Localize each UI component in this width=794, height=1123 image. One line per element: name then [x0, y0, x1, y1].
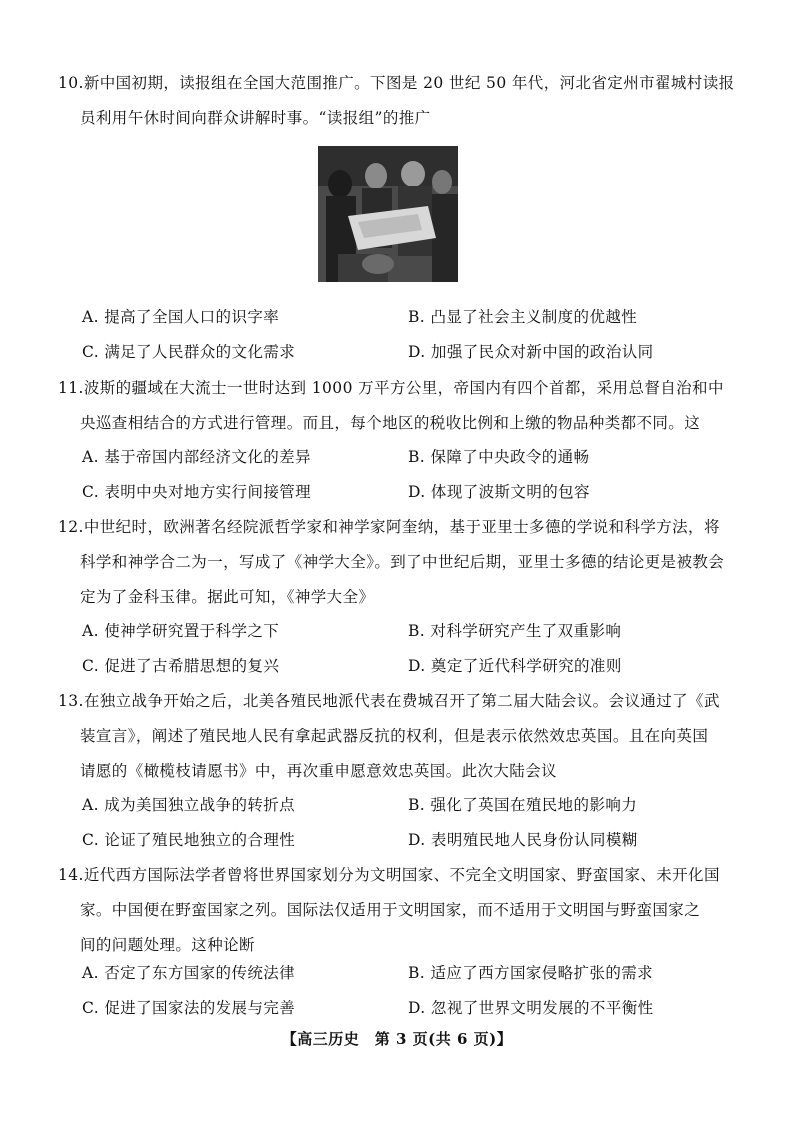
- question-10-options: [82, 300, 722, 370]
- stem-line: 10.新中国初期，读报组在全国大范围推广。下图是 20 世纪 50 年代，河北省定州市翟城村读报: [58, 74, 735, 92]
- option-a[interactable]: A. 基于帝国内部经济文化的差异: [82, 448, 311, 466]
- option-b[interactable]: B. 对科学研究产生了双重影响: [408, 622, 622, 640]
- photo-illustration: [318, 146, 458, 282]
- option-row: [82, 300, 722, 335]
- option-d[interactable]: D. 忽视了世界文明发展的不平衡性: [408, 999, 654, 1017]
- stem-line: 央巡查相结合的方式进行管理。而且，每个地区的税收比例和上缴的物品种类都不同。这: [80, 414, 701, 432]
- option-row: [82, 991, 722, 1026]
- option-b[interactable]: B. 适应了西方国家侵略扩张的需求: [408, 964, 654, 982]
- stem-line: 间的问题处理。这种论断: [80, 936, 255, 954]
- option-row: [82, 440, 722, 475]
- option-c[interactable]: C. 促进了古希腊思想的复兴: [82, 657, 280, 675]
- option-a[interactable]: A. 成为美国独立战争的转折点: [82, 796, 296, 814]
- stem-line: 科学和神学合二为一，写成了《神学大全》。到了中世纪后期，亚里士多德的结论更是被教会: [80, 553, 725, 571]
- reading-group-photo: [318, 146, 458, 282]
- option-b[interactable]: B. 凸显了社会主义制度的优越性: [408, 308, 638, 326]
- option-row: [82, 956, 722, 991]
- question-14-options: [82, 956, 722, 1026]
- option-d[interactable]: D. 加强了民众对新中国的政治认同: [408, 343, 654, 361]
- stem-line: 定为了金科玉律。据此可知，《神学大全》: [80, 588, 375, 606]
- stem-line: 11.波斯的疆域在大流士一世时达到 1000 万平方公里，帝国内有四个首都，采用总督自治和中: [58, 379, 724, 397]
- option-row: [82, 649, 722, 684]
- question-13-options: [82, 788, 722, 858]
- option-d[interactable]: D. 体现了波斯文明的包容: [408, 483, 590, 501]
- stem-line: 装宣言》，阐述了殖民地人民有拿起武器反抗的权利，但是表示依然效忠英国。且在向英国: [80, 727, 709, 745]
- option-a[interactable]: A. 使神学研究置于科学之下: [82, 622, 280, 640]
- stem-line: 12.中世纪时，欧洲著名经院派哲学家和神学家阿奎纳，基于亚里士多德的学说和科学方法，将: [58, 518, 720, 536]
- option-row: [82, 788, 722, 823]
- question-11-options: [82, 440, 722, 510]
- question-14-stem: [58, 858, 718, 963]
- stem-line: 请愿的《橄榄枝请愿书》中，再次重申愿意效忠英国。此次大陆会议: [80, 762, 558, 780]
- option-c[interactable]: C. 表明中央对地方实行间接管理: [82, 483, 312, 501]
- stem-line: 14.近代西方国际法学者曾将世界国家划分为文明国家、不完全文明国家、野蛮国家、未开化国: [58, 866, 720, 884]
- option-d[interactable]: D. 奠定了近代科学研究的准则: [408, 657, 622, 675]
- question-13-stem: [58, 684, 718, 789]
- option-c[interactable]: C. 促进了国家法的发展与完善: [82, 999, 296, 1017]
- question-10-stem: [58, 66, 735, 136]
- option-a[interactable]: A. 提高了全国人口的识字率: [82, 308, 280, 326]
- option-c[interactable]: C. 论证了殖民地独立的合理性: [82, 831, 296, 849]
- stem-line: 家。中国便在野蛮国家之列。国际法仅适用于文明国家，而不适用于文明国与野蛮国家之: [80, 901, 701, 919]
- stem-line: 13.在独立战争开始之后，北美各殖民地派代表在费城召开了第二届大陆会议。会议通过了《武: [58, 692, 720, 710]
- option-c[interactable]: C. 满足了人民群众的文化需求: [82, 343, 296, 361]
- question-12-stem: [58, 510, 725, 615]
- page-footer: 【高三历史 第 3 页(共 6 页)】: [281, 1030, 513, 1048]
- option-b[interactable]: B. 保障了中央政令的通畅: [408, 448, 590, 466]
- option-row: [82, 823, 722, 858]
- option-b[interactable]: B. 强化了英国在殖民地的影响力: [408, 796, 638, 814]
- option-a[interactable]: A. 否定了东方国家的传统法律: [82, 964, 296, 982]
- option-row: [82, 335, 722, 370]
- option-d[interactable]: D. 表明殖民地人民身份认同模糊: [408, 831, 638, 849]
- stem-line: 员利用午休时间向群众讲解时事。“读报组”的推广: [80, 109, 431, 127]
- question-12-options: [82, 614, 722, 684]
- question-11-stem: [58, 371, 724, 441]
- option-row: [82, 614, 722, 649]
- option-row: [82, 475, 722, 510]
